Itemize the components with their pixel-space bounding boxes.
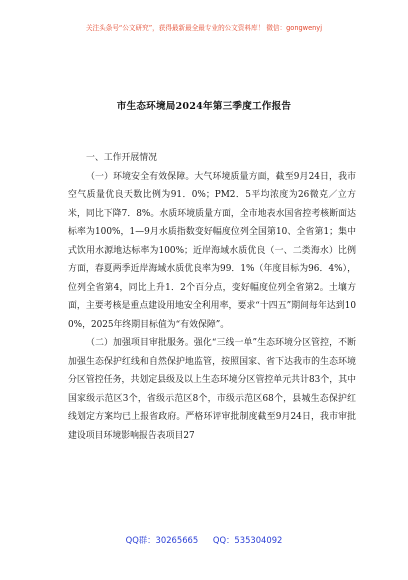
paragraph-project-approval: （二）加强项目审批服务。强化“三线一单”生态环境分区管控，不断加强生态保护红线和自然保护地监管，按照国家、省下达我市的生态环境分区管控任务，共划定县级及以上生态环境分区管控单元共计83个，其中国家级示范区3个，省级示范区8个，市级示范区68个，县城生态保护红线划定方案均已上报省政府。严格环评审批制度截至9月24日，我市审批建设项目环境影响报告表项目27: [68, 338, 356, 441]
paragraph-environment-safety: （一）环境安全有效保障。大气环境质量方面，截至9月24日，我市空气质量优良天数比例为91．0%；PM2．5平均浓度为26微克／立方米，同比下降7．8%。水质环境质量方面，全市地表水国省控考核断面达标率为100%，1—9月水质指数变好幅度位列全国第10、全省第1；集中式饮用水源地达标率为100%；近岸海域水质优良（一、二类海水）比例方面，春夏两季近岸海域水质优良率为99．1%（年度目标为96．4%），位列全省第4，同比上升1．2个百分点，变好幅度位列全省第2。土壤方面，主要考核是重点建设用地安全利用率，要求“十四五”期间每年达到100%，2025年终期目标值为“有效保障”。: [68, 171, 356, 330]
section-heading: 一、工作开展情况: [86, 153, 157, 163]
document-body: [68, 149, 356, 445]
promo-banner-text: 关注头条号“公文研究”，获得最新最全最专业的公文资料库！ 微信：gongwenyj: [85, 24, 323, 32]
qq-group-number: QQ群：30265665: [125, 535, 199, 545]
contact-footer: [0, 534, 408, 546]
promo-banner: [0, 22, 408, 32]
document-title: 市生态环境局2024年第三季度工作报告: [116, 101, 292, 112]
qq-number: QQ：535304092: [212, 535, 283, 545]
